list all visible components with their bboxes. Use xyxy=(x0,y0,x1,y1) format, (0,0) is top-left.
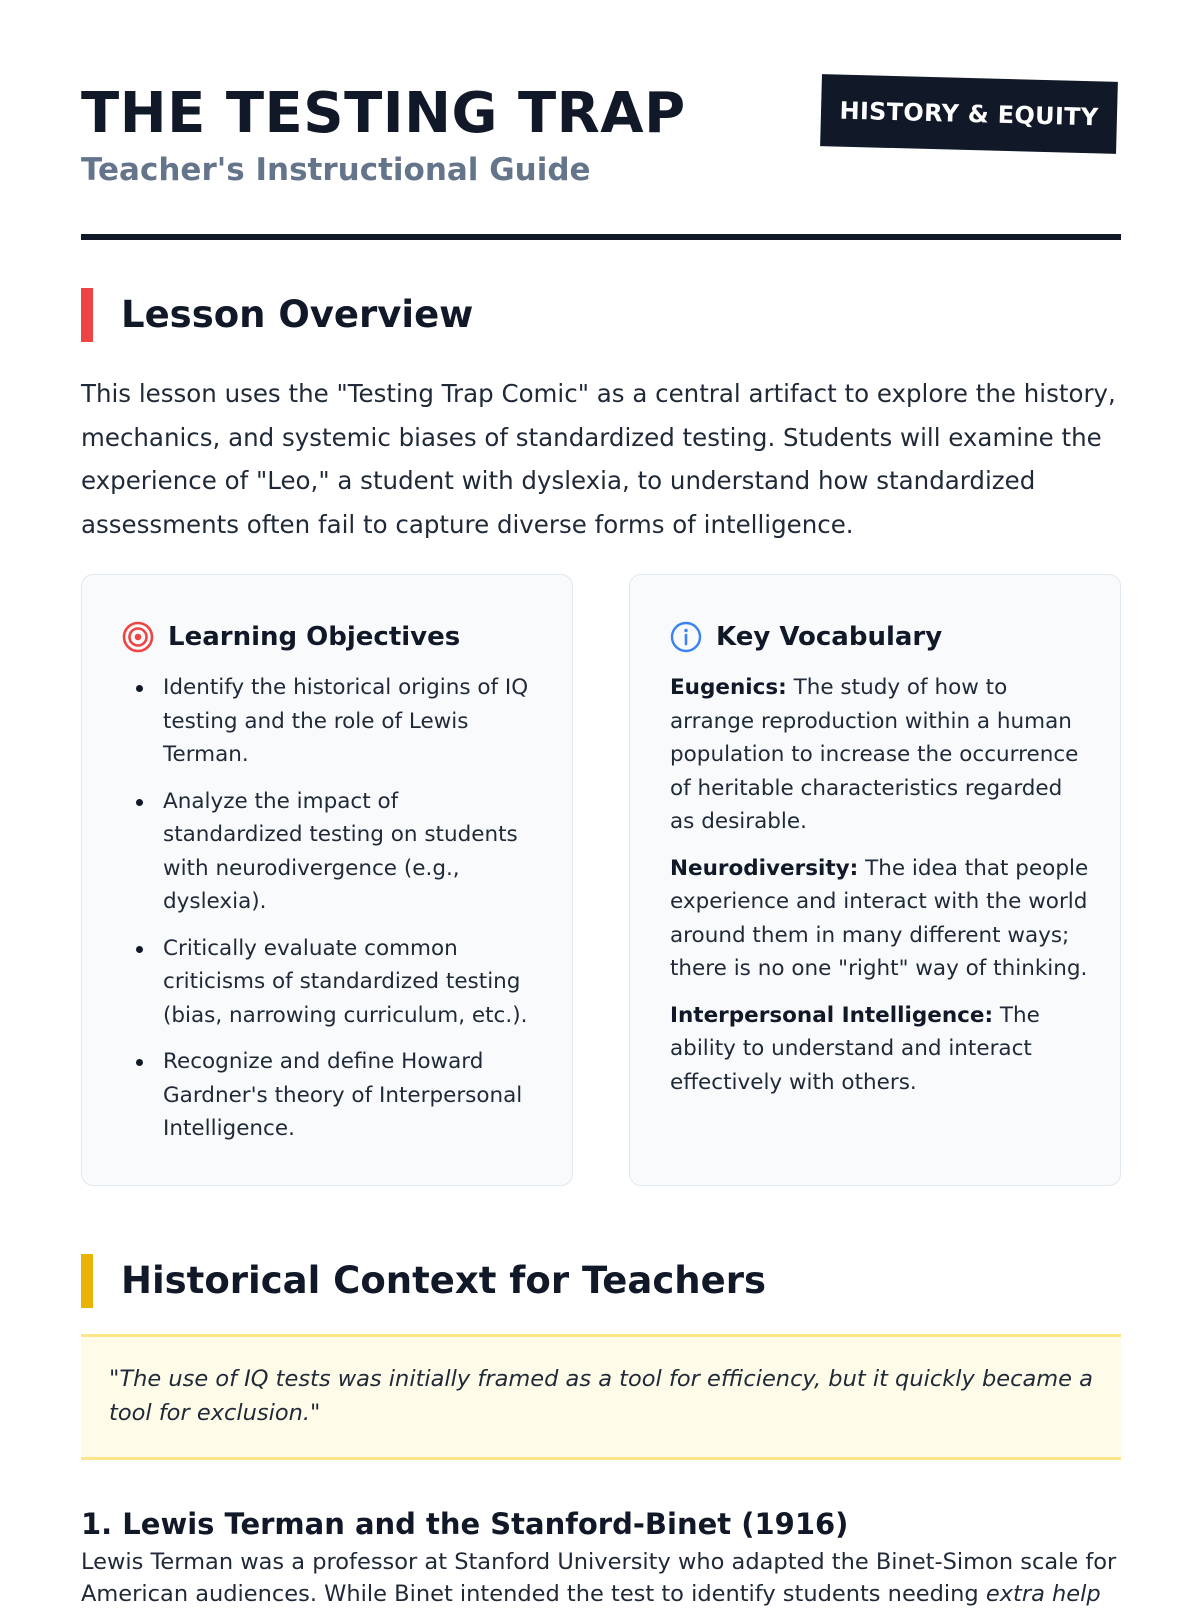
section-title: Lesson Overview xyxy=(121,293,474,336)
vocabulary-item xyxy=(670,999,1090,1100)
info-icon xyxy=(670,621,702,653)
vocabulary-item xyxy=(670,671,1090,839)
list-item: Recognize and define Howard Gardner's theory of Interpersonal Intelligence. xyxy=(122,1045,542,1146)
paragraph-text: Lewis Terman was a professor at Stanford University who adapted the Binet-Simon scale for American audiences. While Binet intended the test to identify students needing xyxy=(81,1549,1117,1607)
vocabulary-definition: The idea that people experience and interact with the world around them in many different ways; there is no one "right" way of thinking. xyxy=(670,855,1089,981)
learning-objectives-card xyxy=(81,574,573,1186)
history-paragraph xyxy=(81,1546,1121,1610)
section-accent-bar xyxy=(81,1254,93,1308)
subsection-title: 1. Lewis Terman and the Stanford-Binet (1916) xyxy=(81,1507,849,1541)
quote-text: "The use of IQ tests was initially framed as a tool for efficiency, but it quickly became a tool for exclusion." xyxy=(109,1366,1093,1426)
card-header xyxy=(670,617,942,657)
document-title: THE TESTING TRAP xyxy=(81,81,686,146)
card-header xyxy=(122,617,460,657)
card-title: Key Vocabulary xyxy=(716,622,943,652)
lesson-overview-paragraph: This lesson uses the "Testing Trap Comic" as a central artifact to explore the history, mechanics, and systemic biases of standardized testing. Students will examine the experience of "Leo," a student with dyslexia, to understand how standardized assessments often fail to capture diverse forms of intelligence. xyxy=(81,379,1116,539)
vocabulary-term: Neurodiversity: xyxy=(670,855,859,881)
header-divider xyxy=(81,234,1121,240)
section-accent-bar xyxy=(81,288,93,342)
key-vocabulary-card xyxy=(629,574,1121,1186)
vocabulary-item xyxy=(670,852,1090,986)
vocabulary-definition: The ability to understand and interact effectively with others. xyxy=(670,1002,1040,1095)
vocabulary-list xyxy=(670,671,1090,1112)
objectives-list xyxy=(122,671,542,1159)
pull-quote xyxy=(81,1334,1121,1460)
vocabulary-term: Interpersonal Intelligence: xyxy=(670,1002,994,1028)
list-item: Identify the historical origins of IQ testing and the role of Lewis Terman. xyxy=(122,671,542,772)
list-item: Critically evaluate common criticisms of standardized testing (bias, narrowing curriculum, etc.). xyxy=(122,932,542,1033)
section-title: Historical Context for Teachers xyxy=(121,1259,766,1302)
vocabulary-definition: The study of how to arrange reproduction within a human population to increase the occurrence of heritable characteristics regarded as desirable. xyxy=(670,675,1079,834)
subject-badge: HISTORY & EQUITY xyxy=(820,74,1118,154)
emphasis-text: extra help xyxy=(985,1581,1101,1607)
document-subtitle: Teacher's Instructional Guide xyxy=(81,152,591,188)
target-icon xyxy=(122,621,154,653)
vocabulary-term: Eugenics: xyxy=(670,675,787,700)
card-title: Learning Objectives xyxy=(168,622,461,652)
list-item: Analyze the impact of standardized testing on students with neurodivergence (e.g., dyslexia). xyxy=(122,785,542,919)
